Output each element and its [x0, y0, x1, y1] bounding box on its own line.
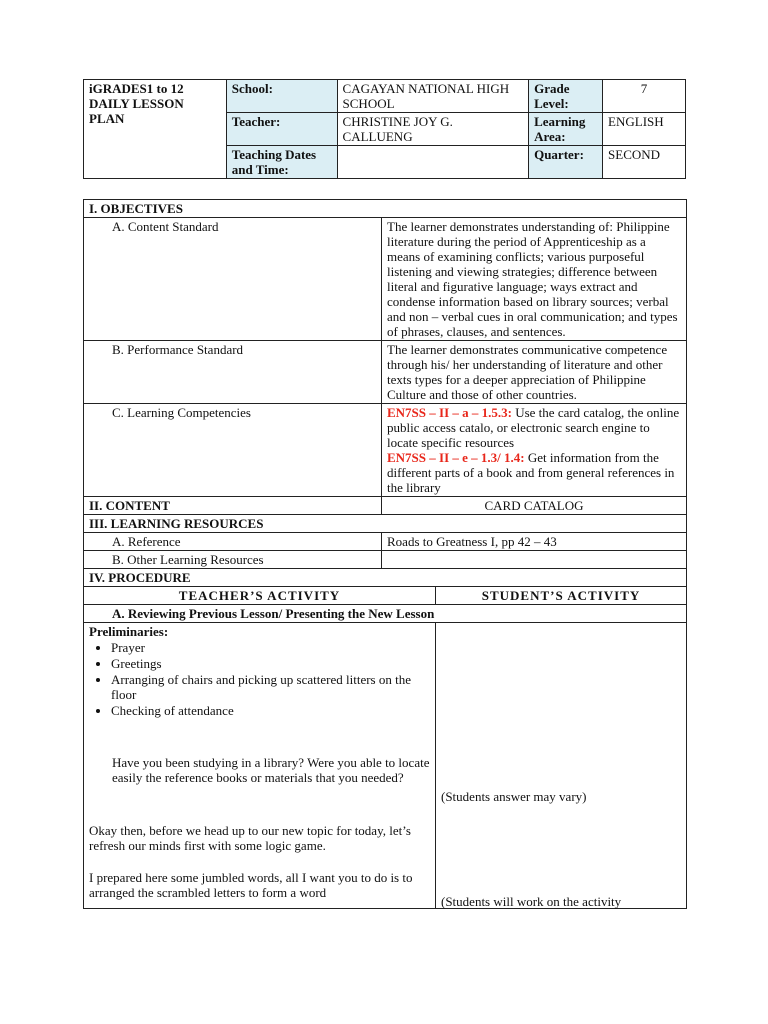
student-activity-heading: STUDENT’S ACTIVITY: [436, 587, 687, 605]
content-standard-text: The learner demonstrates understanding of: Philippine literature during the period of Apprenticeship as a means of examining conflicts; various purposeful listening and viewing strategies; difference between literal and figurative language; ways extract and condense information based on library sources; verbal and non – verbal cues in oral communication; and types of phrases, clauses, and sentences.: [382, 218, 687, 341]
content-standard-label: A. Content Standard: [84, 218, 382, 341]
list-item: • Prayer: [111, 640, 430, 655]
lesson-plan-body: [83, 199, 687, 909]
student-answer: (Students answer may vary): [441, 789, 587, 804]
teacher-value: CHRISTINE JOY G. CALLUENG: [337, 113, 529, 146]
objectives-heading: I. OBJECTIVES: [84, 200, 687, 218]
student-activity-cell: [436, 623, 687, 909]
dates-label: Teaching Dates and Time:: [226, 146, 337, 179]
section-a-heading: A. Reviewing Previous Lesson/ Presenting the New Lesson: [84, 605, 687, 623]
performance-standard-text: The learner demonstrates communicative competence through his/ her understanding of literature and other texts types for a deeper appreciation of Philippine Culture and those of other countries.: [382, 341, 687, 404]
teacher-label: Teacher:: [226, 113, 337, 146]
competency-1-code: EN7SS – II – a – 1.5.3:: [387, 405, 512, 420]
learning-competencies-text: [382, 404, 687, 497]
dates-value: [337, 146, 529, 179]
list-item: • Arranging of chairs and picking up scattered litters on the floor: [111, 672, 430, 702]
plan-title: iGRADES1 to 12 DAILY LESSON PLAN: [84, 80, 227, 179]
teacher-activity-cell: [84, 623, 436, 909]
resources-heading: III. LEARNING RESOURCES: [84, 515, 687, 533]
procedure-heading: IV. PROCEDURE: [84, 569, 687, 587]
school-value: CAGAYAN NATIONAL HIGH SCHOOL: [337, 80, 529, 113]
student-activity-text: (Students will work on the activity: [441, 894, 622, 909]
content-heading: II. CONTENT: [84, 497, 382, 515]
competency-2-text: Get information from the different parts of a book and from general references in the library: [387, 450, 675, 495]
performance-standard-label: B. Performance Standard: [84, 341, 382, 404]
teacher-activity-heading: TEACHER’S ACTIVITY: [84, 587, 436, 605]
library-question: Have you been studying in a library? Were you able to locate easily the reference books or materials that you needed?: [112, 755, 430, 785]
grade-value: 7: [603, 80, 686, 113]
area-value: ENGLISH: [603, 113, 686, 146]
list-item: • Greetings: [111, 656, 430, 671]
list-item: • Checking of attendance: [111, 703, 430, 718]
content-value: CARD CATALOG: [382, 497, 687, 515]
preliminaries-label: Preliminaries:: [89, 624, 169, 639]
quarter-label: Quarter:: [529, 146, 603, 179]
lesson-plan-header: [83, 79, 686, 179]
school-label: School:: [226, 80, 337, 113]
quarter-value: SECOND: [603, 146, 686, 179]
competency-2-code: EN7SS – II – e – 1.3/ 1.4:: [387, 450, 525, 465]
grade-label: Grade Level:: [529, 80, 603, 113]
learning-competencies-label: C. Learning Competencies: [84, 404, 382, 497]
area-label: Learning Area:: [529, 113, 603, 146]
preliminaries-list: [89, 640, 430, 718]
other-resources-label: B. Other Learning Resources: [84, 551, 382, 569]
refresh-text: Okay then, before we head up to our new topic for today, let’s refresh our minds first with some logic game.: [89, 823, 411, 853]
reference-value: Roads to Greatness I, pp 42 – 43: [382, 533, 687, 551]
jumbled-words-text: I prepared here some jumbled words, all I want you to do is to arranged the scrambled letters to form a word: [89, 870, 413, 900]
competency-1-text: Use the card catalog, the online public access catalo, or electronic search engine to locate specific resources: [387, 405, 680, 450]
other-resources-value: [382, 551, 687, 569]
reference-label: A. Reference: [84, 533, 382, 551]
